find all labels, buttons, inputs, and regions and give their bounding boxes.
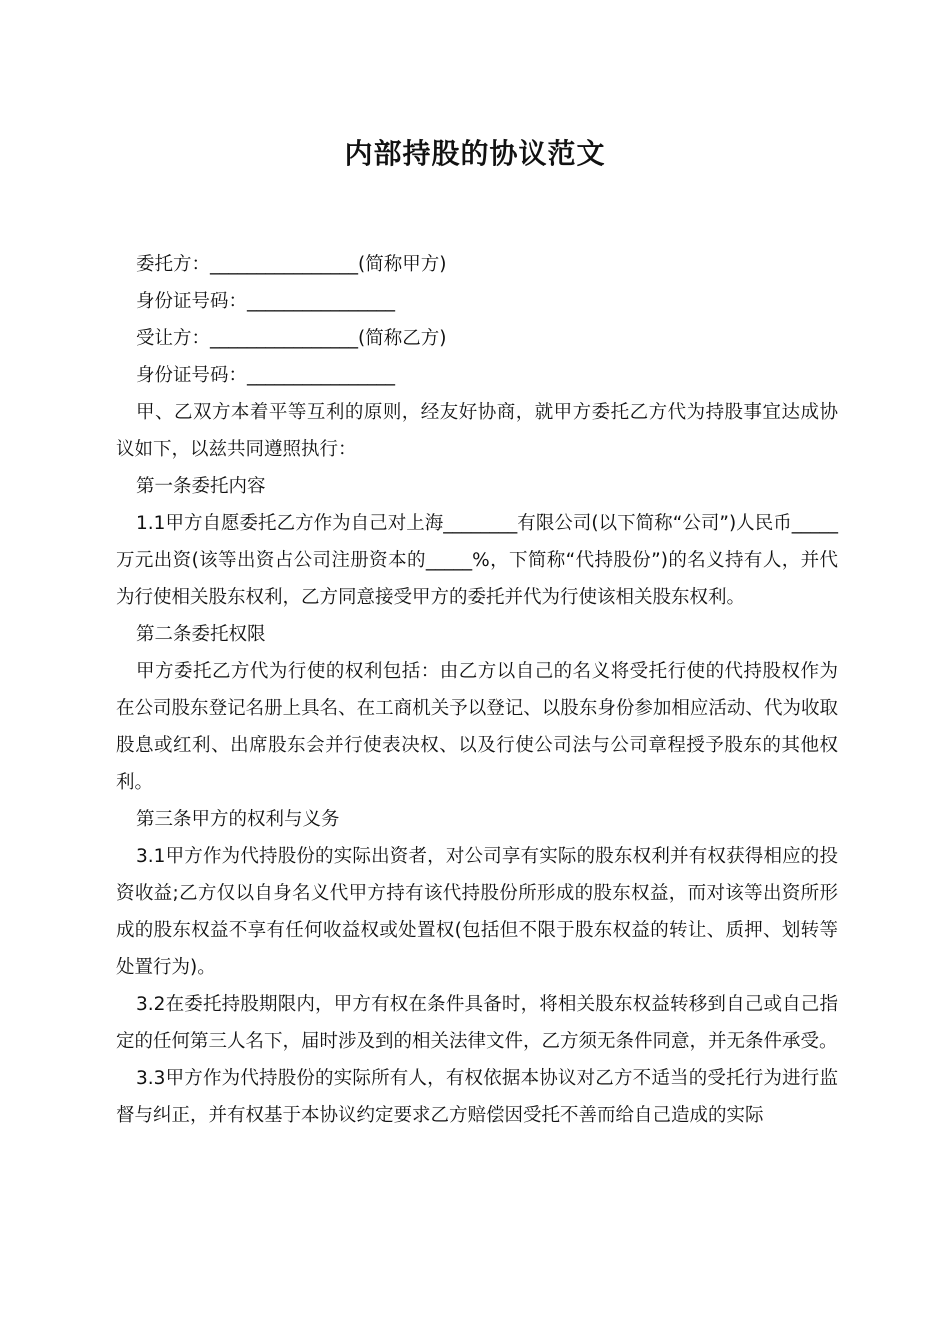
section-heading-2: 第二条委托权限 [136, 624, 266, 645]
paragraph-intro: 甲、乙双方本着平等互利的原则，经友好协商，就甲方委托乙方代为持股事宜达成协议如下，以兹共同遵照执行： [116, 402, 838, 460]
section-heading-1: 第一条委托内容 [136, 476, 266, 497]
paragraph-3-2: 3.2在委托持股期限内，甲方有权在条件具备时，将相关股东权益转移到自己或自己指定的任何第三人名下，届时涉及到的相关法律文件，乙方须无条件同意，并无条件承受。 [116, 994, 838, 1052]
document-body [116, 246, 838, 1134]
paragraph-3-3: 3.3甲方作为代持股份的实际所有人，有权依据本协议对乙方不适当的受托行为进行监督与纠正，并有权基于本协议约定要求乙方赔偿因受托不善而给自己造成的实际 [116, 1068, 838, 1126]
paragraph-3-1: 3.1甲方作为代持股份的实际出资者，对公司享有实际的股东权利并有权获得相应的投资收益;乙方仅以自身名义代甲方持有该代持股份所形成的股东权益，而对该等出资所形成的股东权益不享有任何收益权或处置权(包括但不限于股东权益的转让、质押、划转等处置行为)。 [116, 846, 838, 978]
paragraph-principal-id: 身份证号码：________________ [136, 291, 396, 312]
document-title: 内部持股的协议范文 [344, 137, 606, 170]
paragraph-trustee: 受让方：________________(简称乙方) [136, 328, 447, 349]
paragraph-principal: 委托方：________________(简称甲方) [136, 254, 447, 275]
paragraph-2: 甲方委托乙方代为行使的权利包括：由乙方以自己的名义将受托行使的代持股权作为在公司股东登记名册上具名、在工商机关予以登记、以股东身份参加相应活动、代为收取股息或红利、出席股东会并行使表决权、以及行使公司法与公司章程授予股东的其他权利。 [116, 661, 838, 793]
paragraph-1-1: 1.1甲方自愿委托乙方作为自己对上海________有限公司(以下简称“公司”)人民币_____万元出资(该等出资占公司注册资本的_____%，下简称“代持股份”)的名义持有人，并代为行使相关股东权利，乙方同意接受甲方的委托并代为行使该相关股东权利。 [116, 513, 838, 608]
section-heading-3: 第三条甲方的权利与义务 [136, 809, 340, 830]
paragraph-trustee-id: 身份证号码：________________ [136, 365, 396, 386]
